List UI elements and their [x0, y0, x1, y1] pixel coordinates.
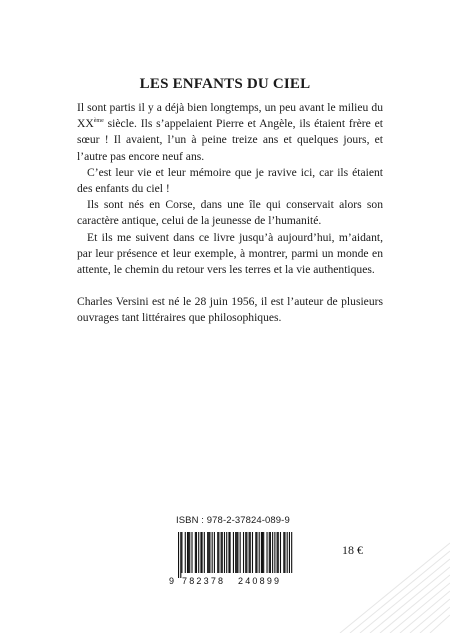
barcode-bar [262, 532, 263, 573]
author-bio-text: Charles Versini est né le 28 juin 1956, il est l’auteur de plusieurs ouvrages tant littéraires que philosophiques. [77, 295, 383, 325]
barcode-right-digits: 240899 [238, 576, 282, 586]
barcode-bar [243, 532, 244, 573]
barcode-bar [266, 532, 267, 573]
summary-paragraph-4: Et ils me suivent dans ce livre jusqu’à aujourd’hui, m’aidant, par leur présence et leur exemple, à montrer, parmi un monde en attente, le chemin du retour vers les terres et la vie authentiques. [77, 230, 383, 277]
barcode-bar [217, 532, 218, 573]
barcode-bar [185, 532, 186, 573]
barcode-bar [214, 532, 215, 573]
barcode-bar [212, 532, 213, 573]
barcode-bar [228, 532, 229, 573]
summary-paragraph-3: Ils sont nés en Corse, dans une île qui conservait alors son caractère antique, celui de la jeunesse de l’humanité. [77, 198, 383, 228]
barcode-bar [256, 532, 257, 573]
barcode-bar [204, 532, 205, 573]
barcode-bar [249, 532, 250, 573]
barcode-graphic [166, 530, 306, 586]
summary-paragraph-2: C’est leur vie et leur mémoire que je ravive ici, car ils étaient des enfants du ciel ! [77, 165, 383, 196]
barcode-bar [230, 532, 231, 573]
barcode-bar [259, 532, 260, 573]
barcode-bar [280, 532, 281, 573]
barcode-bar [270, 532, 271, 573]
isbn-label: ISBN : 978-2-37824-089-9 [176, 515, 290, 526]
barcode-bar [272, 532, 273, 573]
barcode-bar [218, 532, 219, 573]
barcode-left-digits: 782378 [182, 576, 226, 586]
barcode-bar [250, 532, 251, 573]
barcode-bar [181, 532, 182, 573]
barcode-bar [224, 532, 225, 573]
barcode-bar [261, 532, 262, 573]
barcode-bar [236, 532, 237, 573]
barcode-bar [278, 532, 279, 573]
barcode-bar [277, 532, 278, 573]
barcode-bar [188, 532, 189, 573]
barcode-bar [208, 532, 209, 573]
barcode-bar [178, 532, 179, 578]
barcode-bar [198, 532, 199, 573]
barcode-bar [209, 532, 210, 573]
book-title: LES ENFANTS DU CIEL [139, 76, 311, 92]
summary-text [77, 100, 383, 278]
barcode-bar [222, 532, 223, 573]
barcode-bar [252, 532, 253, 573]
barcode-bar [202, 532, 203, 573]
barcode-bar [226, 532, 227, 573]
barcode-bar [187, 532, 188, 573]
barcode-bar [269, 532, 270, 573]
barcode-bar [191, 532, 192, 573]
barcode-bar [291, 532, 292, 573]
barcode-bar [255, 532, 256, 573]
summary-paragraph-1: Il sont partis il y a déjà bien longtemps, un peu avant le milieu du XXème siècle. Ils s’appelaient Pierre et Angèle, ils étaient frère et sœur ! Il avaient, l’un à peine treize ans et quelques jours, et l’autre pas encore neuf ans. [77, 101, 383, 163]
barcode-bar [200, 532, 201, 573]
price-label: 18 € [342, 543, 363, 557]
barcode-bar [189, 532, 190, 573]
barcode-bar [287, 532, 288, 573]
barcode-bar [196, 532, 197, 573]
barcode-bar [233, 532, 234, 573]
barcode-bar [221, 532, 222, 573]
barcode-bar [235, 532, 236, 573]
barcode [166, 530, 306, 586]
barcode-bar [237, 532, 238, 573]
barcode-bar [246, 532, 247, 573]
author-bio [77, 294, 383, 326]
barcode-bar [240, 532, 241, 573]
barcode-bar [195, 532, 196, 573]
barcode-bar [245, 532, 246, 573]
barcode-first-digit: 9 [169, 576, 175, 586]
barcode-bar [289, 532, 290, 573]
barcode-bar [283, 532, 284, 573]
barcode-bar [284, 532, 285, 573]
decorative-corner-lines [310, 523, 450, 633]
barcode-bar [274, 532, 275, 573]
barcode-bar [207, 532, 208, 573]
barcode-bar [263, 532, 264, 573]
barcode-bar [180, 532, 181, 578]
